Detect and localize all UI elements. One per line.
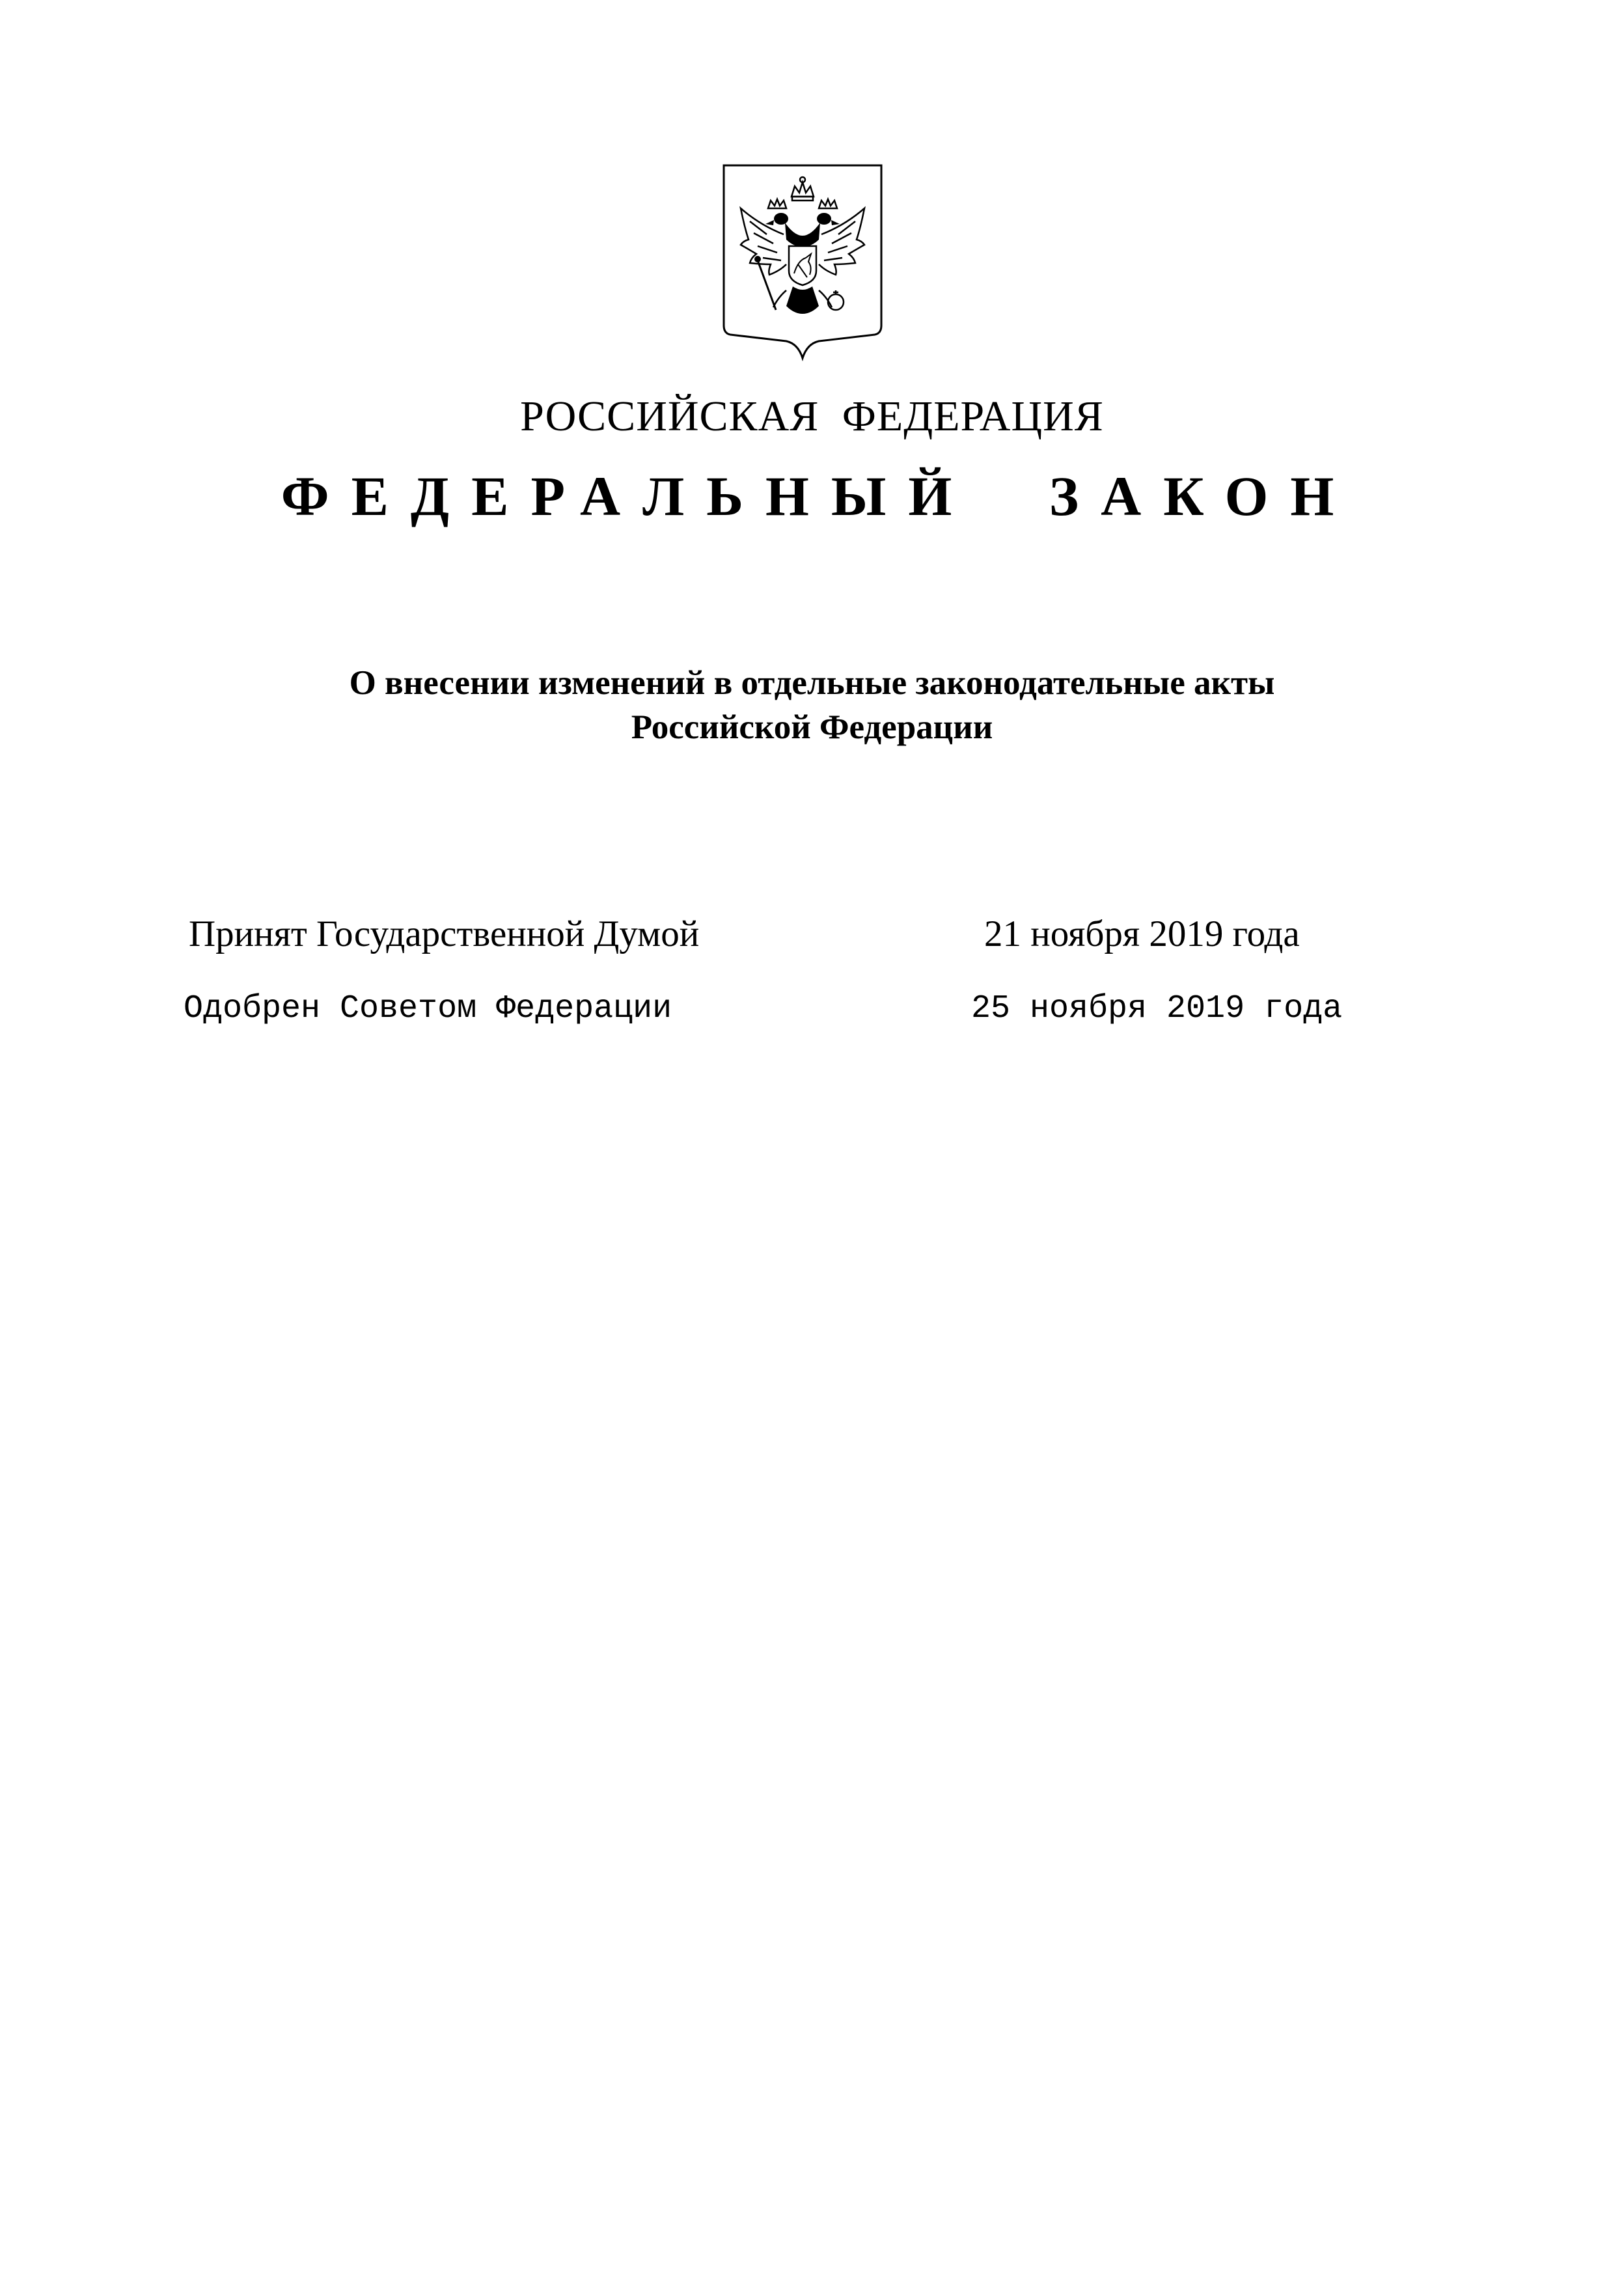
law-title-line-1: О внесении изменений в отдельные законодательные акты (349, 664, 1275, 702)
law-title-line-2: Российской Федерации (631, 708, 993, 746)
document-type-heading: ФЕДЕРАЛЬНЫЙ ЗАКОН (281, 465, 1356, 527)
law-title (0, 661, 1624, 749)
approval-date: 25 ноября 2019 года (971, 990, 1343, 1027)
adoption-label: Принят Государственной Думой (189, 913, 700, 954)
coat-of-arms-icon (721, 163, 884, 361)
adoption-date: 21 ноября 2019 года (984, 913, 1300, 954)
adoption-row-duma (189, 908, 1360, 960)
country-heading: РОССИЙСКАЯ ФЕДЕРАЦИЯ (520, 393, 1104, 440)
adoption-row-council (184, 986, 1360, 1038)
approval-label: Одобрен Советом Федерации (184, 990, 672, 1027)
